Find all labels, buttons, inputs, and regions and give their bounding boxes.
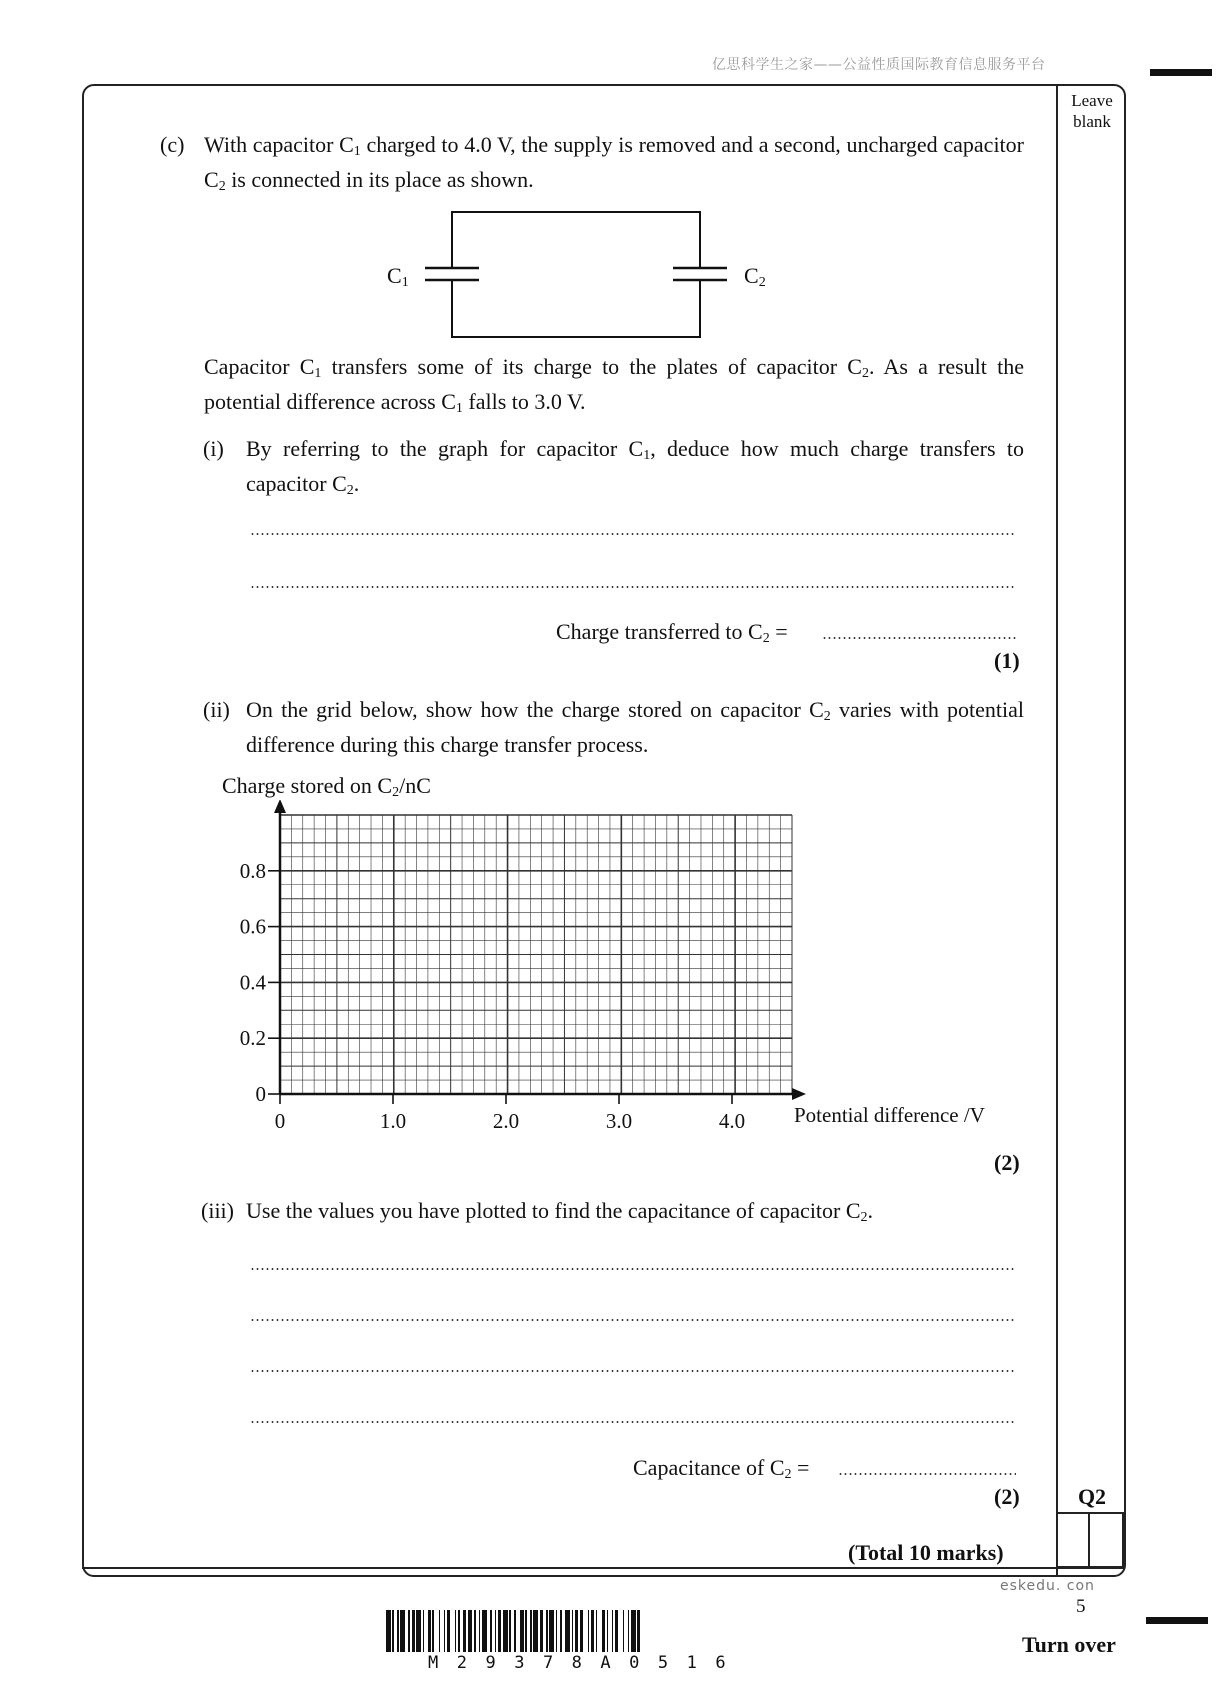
x-axis-arrow: [792, 1088, 806, 1100]
barcode-digits: M29378A0516: [428, 1653, 745, 1673]
chart-y-label: Charge stored on $C_2/nC$: [222, 773, 431, 800]
x-tick-label: 0: [274, 1109, 286, 1133]
barcode-bar: [530, 1610, 532, 1652]
barcode-bar: [498, 1610, 501, 1652]
part-ii-text: On the grid below, show how the charge stored on capacitor $C_2$ varies with potential difference during this charge transfer process.: [246, 697, 1024, 757]
marks-box: [1056, 1512, 1124, 1568]
y-tick-label: 0.2: [239, 1026, 266, 1051]
part-iii-label: (iii): [201, 1198, 234, 1223]
barcode-bar: [575, 1610, 578, 1652]
barcode-bar: [503, 1610, 508, 1652]
corner-mark-top: [1150, 69, 1212, 76]
barcode-bar: [623, 1610, 625, 1652]
barcode-bar: [468, 1610, 473, 1652]
part-ii-marks: (2): [994, 1150, 1020, 1175]
barcode-bar: [533, 1610, 538, 1652]
x-tick-label: 4.0: [718, 1109, 746, 1133]
barcode-bar: [565, 1610, 570, 1652]
barcode-bar: [400, 1610, 405, 1652]
circuit-wire: [452, 212, 700, 337]
barcode-bar: [458, 1610, 460, 1652]
barcode-bar: [631, 1610, 636, 1652]
barcode-bar: [509, 1610, 511, 1652]
footer-site: eskedu. con: [1000, 1578, 1095, 1594]
barcode-bar: [549, 1610, 554, 1652]
y-tick-label: 0.4: [239, 970, 266, 995]
charge-answer-line[interactable]: [822, 637, 1016, 639]
capacitor-c1: [422, 267, 482, 281]
barcode-bar: [455, 1610, 457, 1652]
barcode-bar: [479, 1610, 481, 1652]
circuit-diagram: [380, 205, 760, 345]
barcode-bar: [428, 1610, 431, 1652]
barcode-bar: [412, 1610, 415, 1652]
frame-bottom-rule: [82, 1567, 1124, 1569]
y-axis-arrow: [274, 800, 286, 813]
x-axis-label: Potential difference /V: [794, 1103, 985, 1127]
barcode-bar: [423, 1610, 425, 1652]
part-i-label: (i): [203, 436, 224, 461]
charge-pd-grid[interactable]: [200, 800, 1060, 1145]
barcode-bar: [556, 1610, 558, 1652]
barcode-bar: [463, 1610, 466, 1652]
capacitance-answer-line[interactable]: [838, 1473, 1016, 1475]
barcode-bar: [482, 1610, 487, 1652]
barcode-bar: [444, 1610, 446, 1652]
part-ii-label: (ii): [203, 697, 230, 722]
barcode-bar: [525, 1610, 527, 1652]
barcode-bar: [637, 1610, 640, 1652]
barcode-bar: [596, 1610, 598, 1652]
barcode-bar: [447, 1610, 450, 1652]
barcode-bar: [602, 1610, 605, 1652]
leave-blank-column: [1056, 85, 1124, 1575]
barcode-bar: [392, 1610, 394, 1652]
barcode-bar: [615, 1610, 618, 1652]
answer-line[interactable]: [250, 1319, 1016, 1321]
answer-line[interactable]: [250, 1421, 1016, 1423]
question-ref: Q2: [1077, 1484, 1107, 1509]
part-c-transfer-text: Capacitor $C_1$ transfers some of its charge to the plates of capacitor $C_2$. As a result the potential difference across $C_1$ falls to 3.0 V.: [204, 354, 1024, 416]
capacitor-c2: [670, 267, 730, 281]
part-c-label: (c): [160, 132, 185, 157]
barcode-bar: [495, 1610, 497, 1652]
answer-line[interactable]: [250, 1370, 1016, 1372]
y-tick-label: 0.8: [239, 858, 266, 883]
page-number: 5: [1076, 1596, 1086, 1617]
answer-line[interactable]: [250, 586, 1016, 588]
charge-transferred-label: Charge transferred to $C_2$ =: [556, 619, 788, 646]
barcode-bar: [514, 1610, 516, 1652]
header-watermark: 亿思科学生之家——公益性质国际教育信息服务平台: [712, 57, 1046, 73]
marks-box-divider: [1088, 1512, 1090, 1568]
barcode-bar: [397, 1610, 399, 1652]
barcode-bar: [386, 1610, 391, 1652]
x-tick-label: 3.0: [605, 1109, 633, 1133]
total-marks: (Total 10 marks): [848, 1540, 1004, 1565]
part-iii-marks: (2): [994, 1484, 1020, 1509]
part-i-text: By referring to the graph for capacitor $C_1$, deduce how much charge transfers to capacitor $C_2$.: [246, 436, 1025, 498]
y-tick-label: 0.6: [239, 914, 266, 939]
c2-label: $C_2$: [744, 263, 766, 290]
x-tick-label: 2.0: [492, 1109, 520, 1133]
capacitance-label: Capacitance of $C_2$ =: [633, 1455, 810, 1482]
barcode-bar: [588, 1610, 590, 1652]
barcode-bar: [560, 1610, 562, 1652]
answer-line[interactable]: [250, 1268, 1016, 1270]
barcode-bar: [408, 1610, 410, 1652]
barcode-bar: [546, 1610, 548, 1652]
barcode-bar: [520, 1610, 523, 1652]
barcode-bar: [612, 1610, 614, 1652]
barcode: [386, 1610, 818, 1652]
barcode-bar: [416, 1610, 421, 1652]
barcode-bar: [490, 1610, 492, 1652]
barcode-bar: [540, 1610, 543, 1652]
c1-label: $C_1$: [387, 263, 409, 290]
barcode-bar: [572, 1610, 574, 1652]
barcode-bar: [607, 1610, 609, 1652]
barcode-bar: [439, 1610, 441, 1652]
barcode-bar: [474, 1610, 476, 1652]
barcode-bar: [432, 1610, 434, 1652]
answer-line[interactable]: [250, 533, 1016, 535]
part-iii-text: Use the values you have plotted to find the capacitance of capacitor $C_2$.: [246, 1198, 874, 1225]
barcode-bar: [580, 1610, 583, 1652]
part-i-marks: (1): [994, 648, 1020, 673]
part-c-intro: With capacitor $C_1$ charged to 4.0 V, the supply is removed and a second, uncharged capacitor $C_2$ is connected in its place as shown.: [204, 132, 1024, 194]
y-tick-label: 0: [255, 1082, 266, 1106]
corner-mark-bottom: [1146, 1617, 1208, 1624]
x-tick-label: 1.0: [379, 1109, 407, 1133]
turn-over: Turn over: [1022, 1632, 1116, 1657]
barcode-bar: [591, 1610, 594, 1652]
barcode-bar: [628, 1610, 630, 1652]
leave-blank-label: Leave blank: [1071, 91, 1113, 131]
